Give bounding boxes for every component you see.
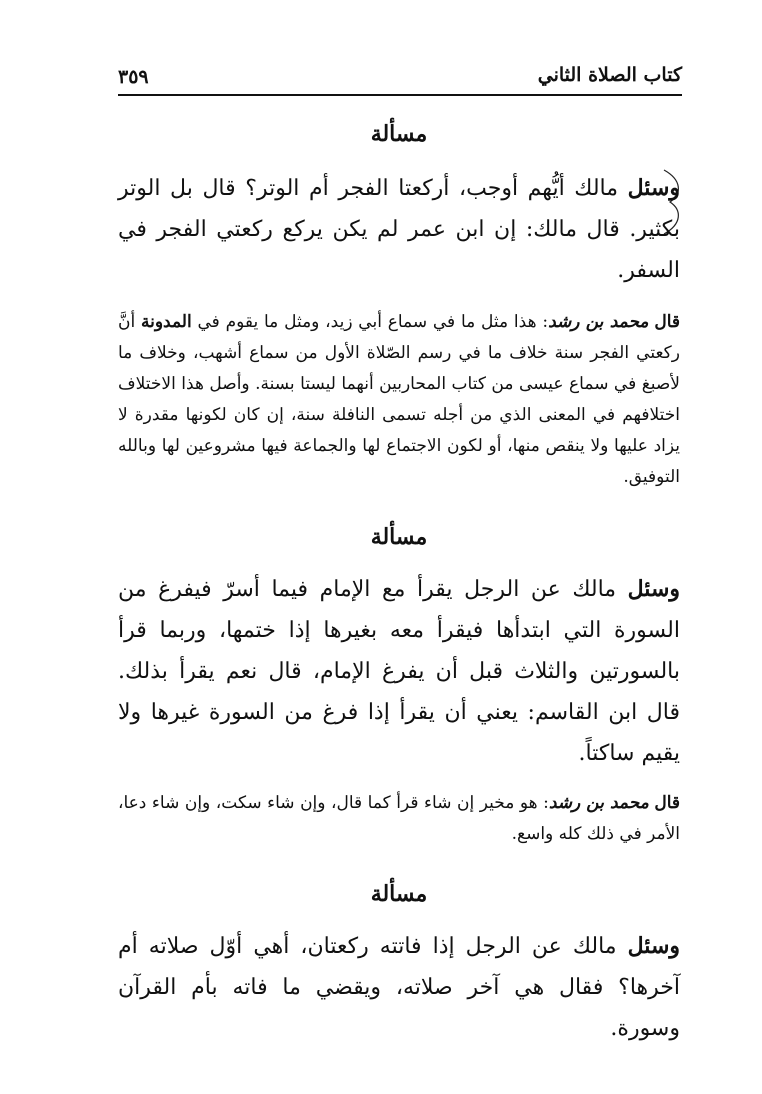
question-lead: وسئل bbox=[627, 576, 680, 602]
commentary-qala: قال bbox=[654, 793, 681, 813]
commentary-qala: قال bbox=[654, 312, 681, 332]
question-text: مالك عن الرجل إذا فاتته ركعتان، أهي أوّل صلاته أم آخرها؟ فقال هي آخر صلاته، ويقضي ما فاته بأم القرآن وسورة. bbox=[118, 934, 680, 1041]
question-paragraph bbox=[118, 569, 680, 774]
running-title: كتاب الصلاة الثاني bbox=[537, 64, 682, 86]
commentary-author: محمد بن رشد bbox=[548, 793, 649, 813]
question-lead: وسئل bbox=[627, 933, 680, 959]
commentary-author: محمد بن رشد bbox=[548, 312, 649, 332]
header-rule bbox=[118, 94, 682, 96]
page-body bbox=[118, 112, 680, 1049]
section-heading: مسألة bbox=[370, 524, 428, 550]
question-text: مالك عن الرجل يقرأ مع الإمام فيما أسرّ فيفرغ من السورة التي ابتدأها فيقرأ معه بغيرها إذا ختمها، وربما قرأ بالسورتين والثلاث قبل أن يفرغ الإمام، قال نعم يقرأ بذلك. قال ابن القاسم: يعني أن يقرأ إذا فرغ من السورة غيرها ولا يقيم ساكتاً. bbox=[118, 577, 680, 766]
commentary-term: المدونة bbox=[141, 312, 192, 332]
commentary-text-cont: أنَّ ركعتي الفجر سنة خلاف ما في رسم الصّلاة الأول من سماع أشهب، وخلاف ما لأصبغ في سماع عيسى من كتاب المحاربين أنهما ليستا بسنة. وأصل هذا الاختلاف اختلافهم في المعنى الذي من أجله تسمى النافلة سنة، إن كان لكونها مقدرة لا يزاد عليها ولا ينقص منها، أو لكون الاجتماع لها والجماعة فيها مشروعين لها وبالله التوفيق. bbox=[118, 312, 680, 487]
commentary-paragraph bbox=[118, 788, 680, 850]
section-heading: مسألة bbox=[370, 121, 428, 147]
section-heading: مسألة bbox=[370, 881, 428, 907]
question-lead: وسئل bbox=[627, 175, 680, 201]
commentary-text: : هذا مثل ما في سماع أبي زيد، ومثل ما يقوم في bbox=[191, 312, 549, 332]
question-paragraph bbox=[118, 926, 680, 1049]
page-number: ٣٥٩ bbox=[118, 66, 149, 88]
commentary-paragraph bbox=[118, 307, 680, 493]
commentary-text: : هو مخير إن شاء قرأ كما قال، وإن شاء سكت، وإن شاء دعا، الأمر في ذلك كله واسع. bbox=[118, 793, 680, 844]
question-text: مالك أيُّهم أوجب، أركعتا الفجر أم الوتر؟ قال بل الوتر بكثير. قال مالك: إن ابن عمر لم يكن يركع ركعتي الفجر في السفر. bbox=[118, 176, 680, 283]
page-header bbox=[118, 64, 682, 92]
question-paragraph bbox=[118, 168, 680, 291]
